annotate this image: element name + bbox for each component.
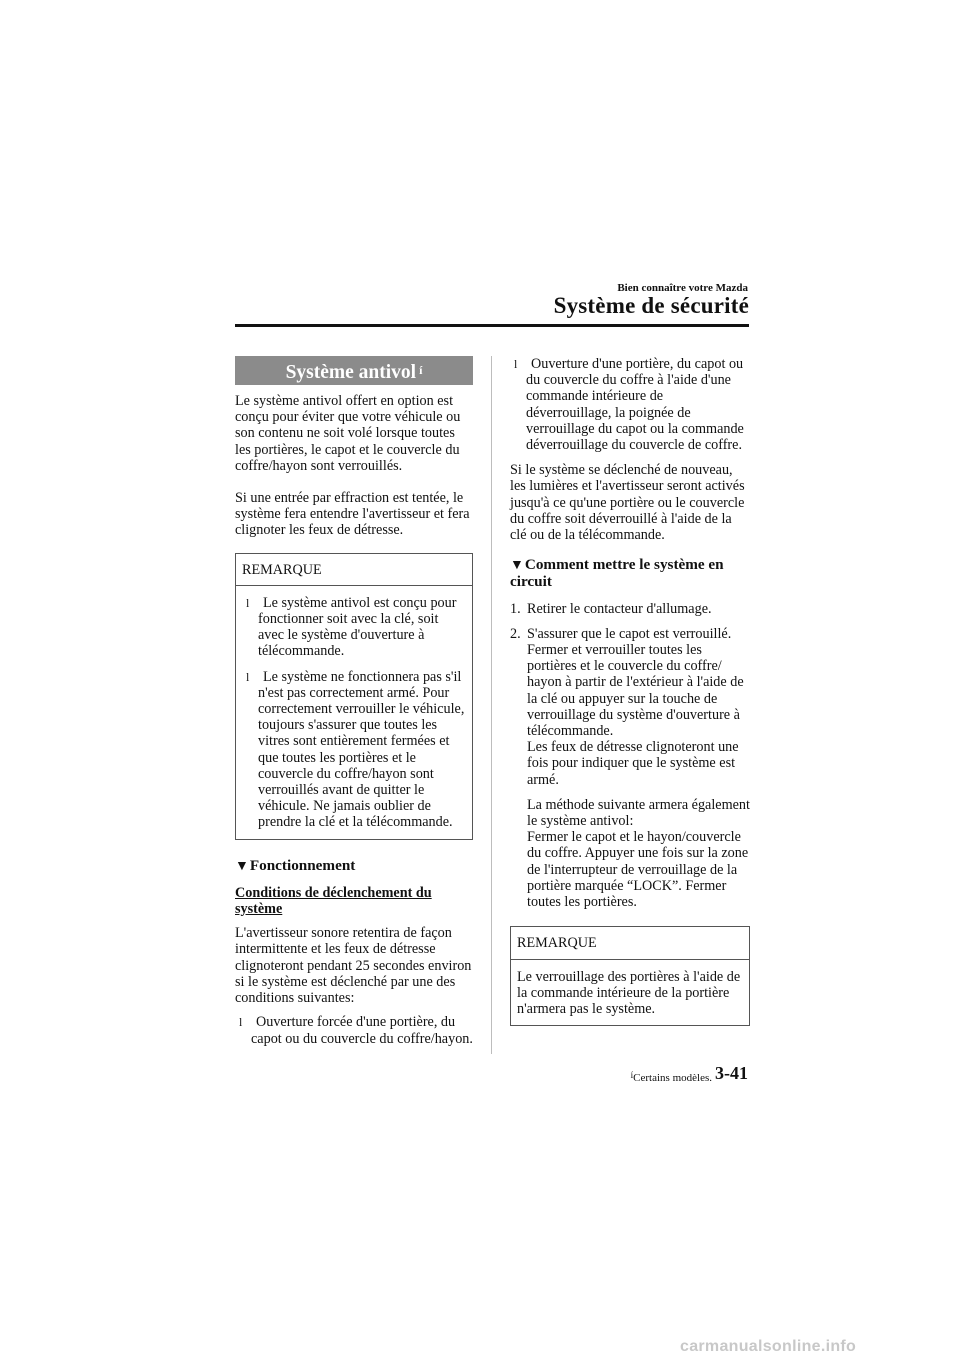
- note-body: [236, 586, 472, 839]
- list-item: l Ouverture forcée d'une portière, du capot ou du couvercle du coffre/hayon.: [239, 1014, 473, 1047]
- arm-heading: ▼Comment mettre le système en circuit: [510, 556, 724, 591]
- conditions-paragraph: L'avertisseur sonore retentira de façon intermittente et les feux de détresse clignoteront pendant 25 secondes environ si le système est déclenché par une des conditions suivantes:: [235, 925, 472, 1007]
- list-item: l Ouverture d'une portière, du capot ou du couvercle du coffre à l'aide d'une commande intérieure de déverrouillage, la poignée de verrouillage du capot ou la commande déverrouillage du couvercle de coffre.: [514, 356, 744, 454]
- arm-steps: [510, 601, 750, 788]
- conditions-list: [235, 1014, 473, 1046]
- alt-method-paragraph: La méthode suivante armera également le système antivol: Fermer le capot et le hayon/couvercle du coffre. Appuyer une fois sur la zone de l'interrupteur de verrouillage de la portière marquée “LOCK”. Fermer toutes les portières.: [527, 796, 750, 911]
- note-box: [510, 926, 750, 1026]
- models-footnote: $^í$Certains modèles.: [630, 1070, 712, 1084]
- chapter-label: Bien connaître votre Mazda: [617, 282, 748, 294]
- bullet-icon: l: [514, 357, 518, 371]
- list-item: l Le système ne fonctionnera pas s'il n'est pas correctement armé. Pour correctement verrouiller le véhicule, toujours s'assurer que toutes les vitres sont entièrement fermées et que toutes les portières et le couvercle du coffre/hayon sont verrouillés avant de quitter le véhicule. Ne jamais oublier de prendre la clé et la télécommande.: [246, 668, 465, 831]
- retrigger-paragraph: Si le système se déclenché de nouveau, les lumières et l'avertisseur seront activés jusqu'à ce qu'une portière ou le couvercle du coffre soit déverrouillé à l'aide de la clé ou de la télécommande.: [510, 462, 745, 544]
- note-heading: REMARQUE: [236, 554, 472, 586]
- intrusion-paragraph: Si une entrée par effraction est tentée, le système fera entendre l'avertisseur et fera clignoter les feux de détresse.: [235, 490, 470, 539]
- header-rule: [235, 324, 749, 327]
- triangle-down-icon: ▼: [235, 858, 249, 874]
- section-title: Système antivol: [285, 362, 417, 383]
- conditions-list-continued: [510, 356, 750, 453]
- bullet-icon: l: [246, 595, 250, 610]
- bullet-icon: l: [246, 669, 250, 684]
- note-box: [235, 553, 473, 840]
- section-banner: [235, 356, 473, 385]
- watermark: carmanualsonline.info: [680, 1338, 857, 1355]
- asterisk-icon: í: [630, 1070, 634, 1080]
- page-number: 3-41: [715, 1063, 748, 1083]
- bullet-icon: l: [239, 1015, 243, 1030]
- note-body: Le verrouillage des portières à l'aide de la commande intérieure de la portière n'armera pas le système.: [517, 968, 741, 1017]
- asterisk-icon: í: [419, 363, 423, 377]
- operation-heading: ▼Fonctionnement: [235, 856, 356, 874]
- page-title: Système de sécurité: [553, 293, 749, 318]
- note-bullet-list: [242, 595, 466, 831]
- column-divider: [491, 356, 492, 1054]
- step-item: 1. Retirer le contacteur d'allumage.: [510, 600, 712, 617]
- intro-paragraph: Le système antivol offert en option est conçu pour éviter que votre véhicule ou son contenu ne soit volé lorsque toutes les portières, le capot et le couvercle du coffre/hayon sont verrouillés.: [235, 393, 461, 474]
- step-item: 2. S'assurer que le capot est verrouillé. Fermer et verrouiller toutes les portières et le couvercle du coffre/ hayon à partir de l'extérieur à l'aide de la clé ou appuyer sur la touche de verrouillage du système d'ouverture à télécommande. Les feux de détresse clignoteront une fois pour indiquer que le système est armé.: [510, 625, 744, 788]
- note-heading: REMARQUE: [511, 927, 749, 959]
- triangle-down-icon: ▼: [510, 558, 524, 574]
- right-column: [510, 356, 750, 1044]
- conditions-heading: Conditions de déclenchement du système: [235, 884, 432, 918]
- left-column: [235, 356, 473, 1047]
- list-item: l Le système antivol est conçu pour fonctionner soit avec la clé, soit avec le système d'ouverture à télécommande.: [246, 594, 457, 660]
